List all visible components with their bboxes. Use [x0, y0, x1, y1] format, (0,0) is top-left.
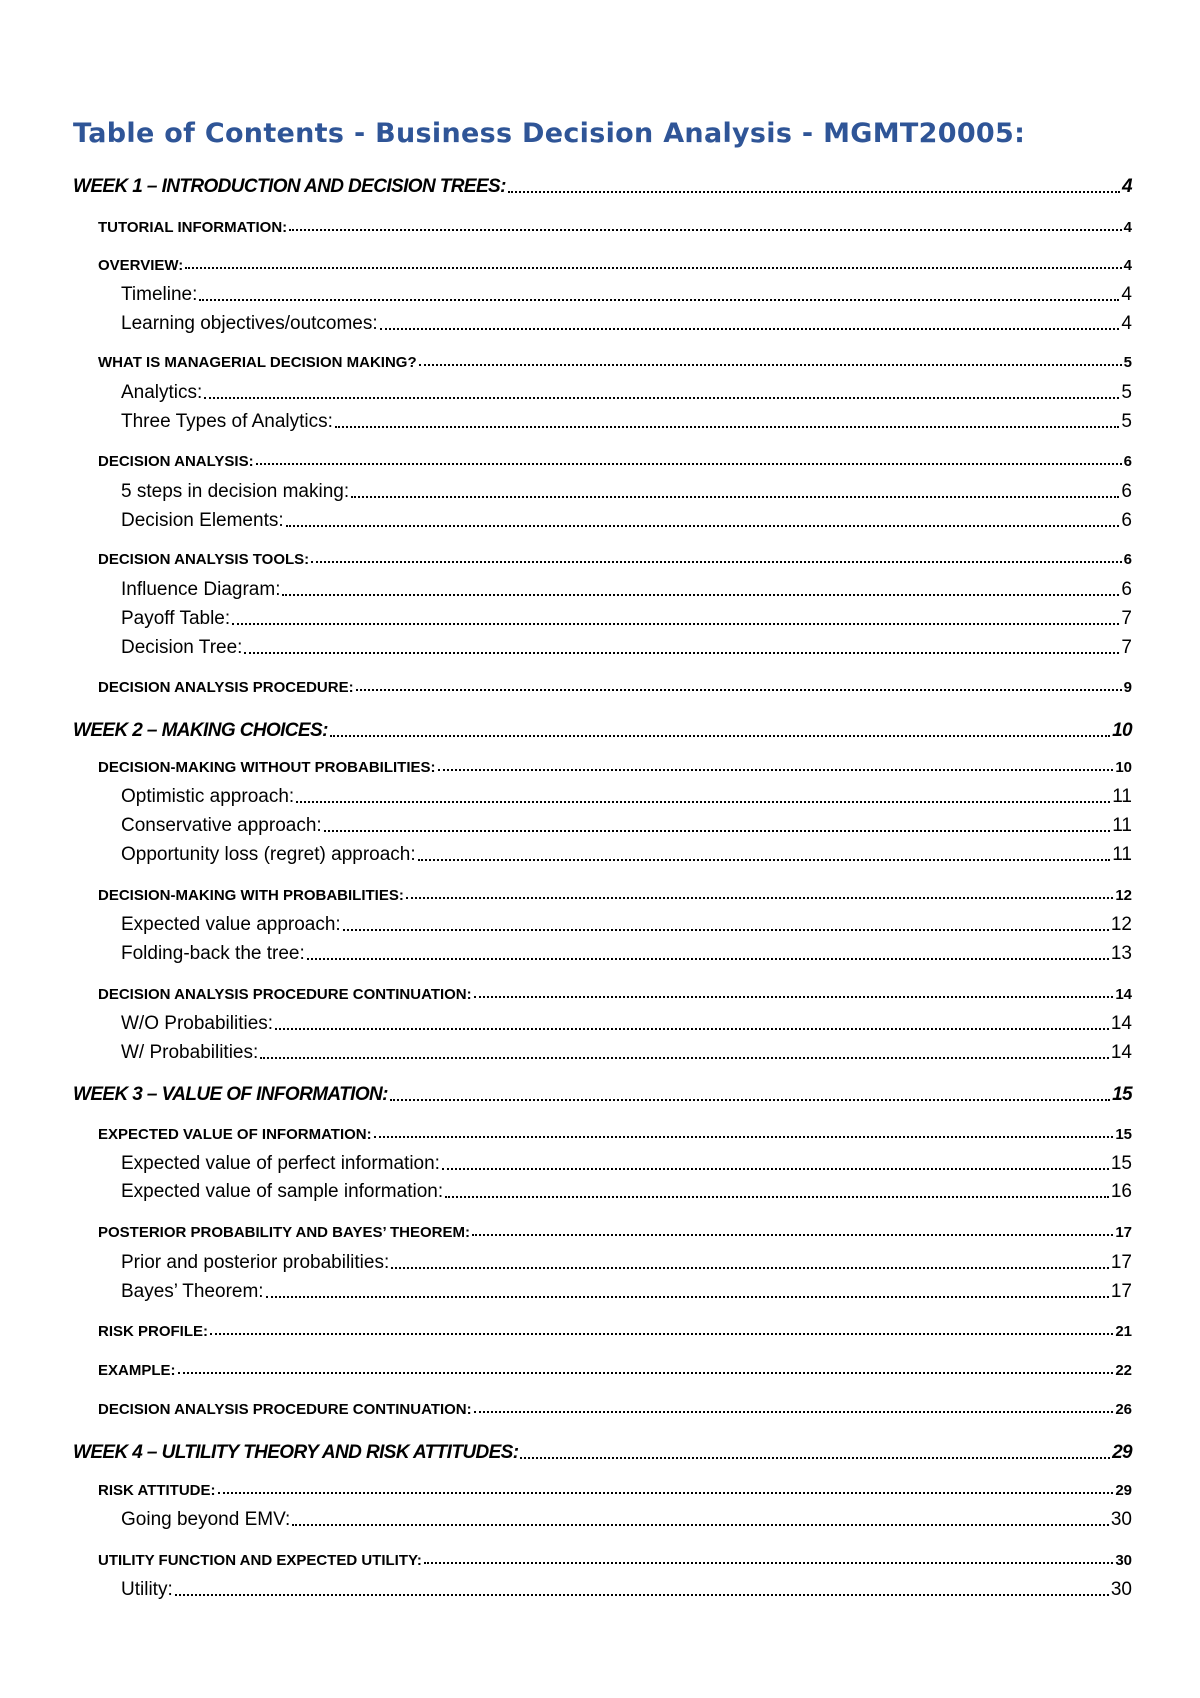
toc-page-number: 11	[1112, 844, 1132, 865]
toc-entry-label: Expected value approach:	[121, 914, 341, 935]
dot-leader	[185, 267, 1121, 269]
toc-page-number: 30	[1115, 1552, 1132, 1569]
toc-entry-label: RISK PROFILE:	[98, 1323, 209, 1340]
dot-leader	[442, 1168, 1109, 1170]
toc-entry-label: EXAMPLE:	[98, 1362, 176, 1379]
toc-entry-label: EXPECTED VALUE OF INFORMATION:	[98, 1126, 372, 1143]
dot-leader	[351, 496, 1119, 498]
dot-leader	[474, 1411, 1114, 1413]
dot-leader	[210, 1333, 1113, 1335]
dot-leader	[474, 996, 1114, 998]
toc-subsection-entry[interactable]	[121, 1503, 1132, 1531]
toc-entry-label: Analytics:	[121, 382, 203, 403]
toc-section-entry[interactable]	[98, 880, 1132, 904]
dot-leader	[204, 397, 1119, 399]
toc-page-number: 4	[1121, 284, 1132, 305]
dot-leader	[244, 652, 1119, 654]
toc-page-number: 17	[1115, 1224, 1132, 1241]
toc-entry-label: TUTORIAL INFORMATION:	[98, 219, 288, 236]
toc-page-number: 14	[1110, 1042, 1132, 1063]
toc-entry-label: Influence Diagram:	[121, 579, 281, 600]
toc-page-number: 26	[1115, 1401, 1132, 1418]
dot-leader	[311, 561, 1122, 563]
dot-leader	[296, 801, 1110, 803]
toc-page-number: 30	[1110, 1579, 1132, 1600]
toc-entry-label: Payoff Table:	[121, 608, 231, 629]
dot-leader	[324, 830, 1111, 832]
toc-subsection-entry[interactable]	[121, 1246, 1132, 1274]
toc-section-entry[interactable]	[98, 1545, 1132, 1569]
dot-leader	[418, 859, 1111, 861]
dot-leader	[374, 1136, 1114, 1138]
toc-section-entry[interactable]	[98, 250, 1132, 274]
toc-entry-label: WHAT IS MANAGERIAL DECISION MAKING?	[98, 354, 417, 371]
toc-page-number: 6	[1121, 579, 1132, 600]
toc-subsection-entry[interactable]	[121, 475, 1132, 503]
toc-page-number: 17	[1110, 1281, 1132, 1302]
toc-section-entry[interactable]	[98, 1316, 1132, 1340]
toc-page-number: 4	[1123, 219, 1132, 236]
toc-heading-entry[interactable]	[73, 712, 1132, 742]
toc-entry-label: WEEK 3 – VALUE OF INFORMATION:	[73, 1084, 388, 1105]
toc-page-number: 4	[1122, 176, 1132, 197]
toc-subsection-entry[interactable]	[121, 1573, 1132, 1601]
toc-entry-label: Utility:	[121, 1579, 173, 1600]
dot-leader	[218, 1492, 1114, 1494]
toc-entry-label: DECISION ANALYSIS PROCEDURE CONTINUATION:	[98, 1401, 472, 1418]
toc-subsection-entry[interactable]	[121, 504, 1132, 532]
toc-entry-label: Optimistic approach:	[121, 786, 295, 807]
toc-subsection-entry[interactable]	[121, 602, 1132, 630]
toc-entry-label: Conservative approach:	[121, 815, 322, 836]
toc-entry-label: DECISION-MAKING WITHOUT PROBABILITIES:	[98, 759, 436, 776]
toc-page-number: 17	[1110, 1252, 1132, 1273]
dot-leader	[356, 689, 1122, 691]
toc-heading-entry[interactable]	[73, 168, 1132, 198]
toc-subsection-entry[interactable]	[121, 307, 1132, 335]
toc-page-number: 4	[1123, 257, 1132, 274]
toc-section-entry[interactable]	[98, 212, 1132, 236]
toc-page-number: 22	[1115, 1362, 1132, 1379]
toc-page-number: 9	[1123, 679, 1132, 696]
toc-page-number: 10	[1115, 759, 1132, 776]
toc-page-number: 15	[1110, 1153, 1132, 1174]
toc-entry-label: RISK ATTITUDE:	[98, 1482, 216, 1499]
dot-leader	[292, 1524, 1109, 1526]
toc-subsection-entry[interactable]	[121, 1175, 1132, 1203]
dot-leader	[256, 463, 1122, 465]
page-title: Table of Contents - Business Decision Analysis - MGMT20005:	[73, 118, 1026, 149]
dot-leader	[508, 191, 1120, 193]
toc-entry-label: DECISION-MAKING WITH PROBABILITIES:	[98, 887, 404, 904]
dot-leader	[199, 299, 1119, 301]
toc-entry-label: Going beyond EMV:	[121, 1509, 291, 1530]
toc-page-number: 4	[1121, 313, 1132, 334]
toc-page-number: 6	[1121, 510, 1132, 531]
toc-subsection-entry[interactable]	[121, 1036, 1132, 1064]
toc-section-entry[interactable]	[98, 544, 1132, 568]
toc-entry-label: W/ Probabilities:	[121, 1042, 259, 1063]
dot-leader	[445, 1196, 1109, 1198]
toc-page-number: 16	[1110, 1181, 1132, 1202]
toc-heading-entry[interactable]	[73, 1076, 1132, 1106]
toc-subsection-entry[interactable]	[121, 405, 1132, 433]
toc-page-number: 14	[1115, 986, 1132, 1003]
toc-entry-label: WEEK 2 – MAKING CHOICES:	[73, 720, 328, 741]
toc-section-entry[interactable]	[98, 1217, 1132, 1241]
toc-entry-label: UTILITY FUNCTION AND EXPECTED UTILITY:	[98, 1552, 422, 1569]
toc-entry-label: OVERVIEW:	[98, 257, 184, 274]
toc-subsection-entry[interactable]	[121, 908, 1132, 936]
dot-leader	[343, 929, 1109, 931]
dot-leader	[232, 623, 1119, 625]
dot-leader	[391, 1267, 1109, 1269]
toc-page-number: 5	[1121, 382, 1132, 403]
toc-entry-label: Folding-back the tree:	[121, 943, 305, 964]
toc-entry-label: POSTERIOR PROBABILITY AND BAYES’ THEOREM:	[98, 1224, 470, 1241]
toc-page-number: 6	[1123, 453, 1132, 470]
dot-leader	[380, 328, 1120, 330]
toc-entry-label: Three Types of Analytics:	[121, 411, 333, 432]
dot-leader	[438, 769, 1114, 771]
toc-section-entry[interactable]	[98, 752, 1132, 776]
toc-subsection-entry[interactable]	[121, 376, 1132, 404]
toc-section-entry[interactable]	[98, 1119, 1132, 1143]
dot-leader	[419, 364, 1122, 366]
dot-leader	[472, 1234, 1113, 1236]
dot-leader	[178, 1372, 1114, 1374]
toc-heading-entry[interactable]	[73, 1434, 1132, 1464]
dot-leader	[286, 525, 1120, 527]
toc-section-entry[interactable]	[98, 446, 1132, 470]
toc-entry-label: WEEK 4 – ULTILITY THEORY AND RISK ATTITUDES:	[73, 1442, 519, 1463]
toc-page-number: 6	[1123, 551, 1132, 568]
dot-leader	[330, 735, 1110, 737]
dot-leader	[335, 426, 1119, 428]
toc-page-number: 15	[1112, 1084, 1132, 1105]
toc-page-number: 11	[1112, 815, 1132, 836]
toc-entry-label: Decision Elements:	[121, 510, 284, 531]
toc-subsection-entry[interactable]	[121, 1275, 1132, 1303]
toc-page-number: 6	[1121, 481, 1132, 502]
toc-entry-label: Opportunity loss (regret) approach:	[121, 844, 416, 865]
toc-subsection-entry[interactable]	[121, 937, 1132, 965]
toc-entry-label: Learning objectives/outcomes:	[121, 313, 378, 334]
toc-subsection-entry[interactable]	[121, 1147, 1132, 1175]
dot-leader	[406, 897, 1113, 899]
toc-page-number: 29	[1115, 1482, 1132, 1499]
dot-leader	[390, 1099, 1110, 1101]
toc-entry-label: DECISION ANALYSIS PROCEDURE CONTINUATION:	[98, 986, 472, 1003]
toc-subsection-entry[interactable]	[121, 780, 1132, 808]
toc-section-entry[interactable]	[98, 979, 1132, 1003]
toc-section-entry[interactable]	[98, 1475, 1132, 1499]
dot-leader	[260, 1057, 1109, 1059]
toc-entry-label: DECISION ANALYSIS:	[98, 453, 254, 470]
dot-leader	[289, 229, 1122, 231]
toc-subsection-entry[interactable]	[121, 838, 1132, 866]
dot-leader	[175, 1594, 1109, 1596]
toc-page-number: 11	[1112, 786, 1132, 807]
toc-page-number: 13	[1110, 943, 1132, 964]
toc-section-entry[interactable]	[98, 1355, 1132, 1379]
toc-section-entry[interactable]	[98, 347, 1132, 371]
toc-page-number: 5	[1123, 354, 1132, 371]
toc-page-number: 21	[1115, 1323, 1132, 1340]
toc-subsection-entry[interactable]	[121, 278, 1132, 306]
toc-page-number: 12	[1115, 887, 1132, 904]
toc-page-number: 30	[1110, 1509, 1132, 1530]
toc-page-number: 29	[1112, 1442, 1132, 1463]
toc-page-number: 14	[1110, 1013, 1132, 1034]
toc-entry-label: DECISION ANALYSIS PROCEDURE:	[98, 679, 354, 696]
toc-entry-label: WEEK 1 – INTRODUCTION AND DECISION TREES:	[73, 176, 506, 197]
toc-subsection-entry[interactable]	[121, 1007, 1132, 1035]
toc-section-entry[interactable]	[98, 1394, 1132, 1418]
toc-page-number: 12	[1110, 914, 1132, 935]
toc-section-entry[interactable]	[98, 672, 1132, 696]
toc-entry-label: Bayes’ Theorem:	[121, 1281, 264, 1302]
dot-leader	[520, 1457, 1110, 1459]
toc-subsection-entry[interactable]	[121, 573, 1132, 601]
toc-entry-label: Decision Tree:	[121, 637, 243, 658]
toc-page-number: 15	[1115, 1126, 1132, 1143]
toc-entry-label: Expected value of sample information:	[121, 1181, 444, 1202]
toc-page-number: 7	[1121, 637, 1132, 658]
toc-page-number: 7	[1121, 608, 1132, 629]
dot-leader	[424, 1562, 1113, 1564]
toc-entry-label: W/O Probabilities:	[121, 1013, 274, 1034]
toc-entry-label: Prior and posterior probabilities:	[121, 1252, 390, 1273]
toc-subsection-entry[interactable]	[121, 809, 1132, 837]
toc-page-number: 5	[1121, 411, 1132, 432]
dot-leader	[275, 1028, 1109, 1030]
toc-entry-label: Timeline:	[121, 284, 198, 305]
toc-subsection-entry[interactable]	[121, 631, 1132, 659]
toc-page-number: 10	[1112, 720, 1132, 741]
dot-leader	[307, 958, 1109, 960]
dot-leader	[282, 594, 1119, 596]
toc-entry-label: DECISION ANALYSIS TOOLS:	[98, 551, 310, 568]
dot-leader	[266, 1296, 1109, 1298]
toc-entry-label: 5 steps in decision making:	[121, 481, 350, 502]
toc-entry-label: Expected value of perfect information:	[121, 1153, 440, 1174]
